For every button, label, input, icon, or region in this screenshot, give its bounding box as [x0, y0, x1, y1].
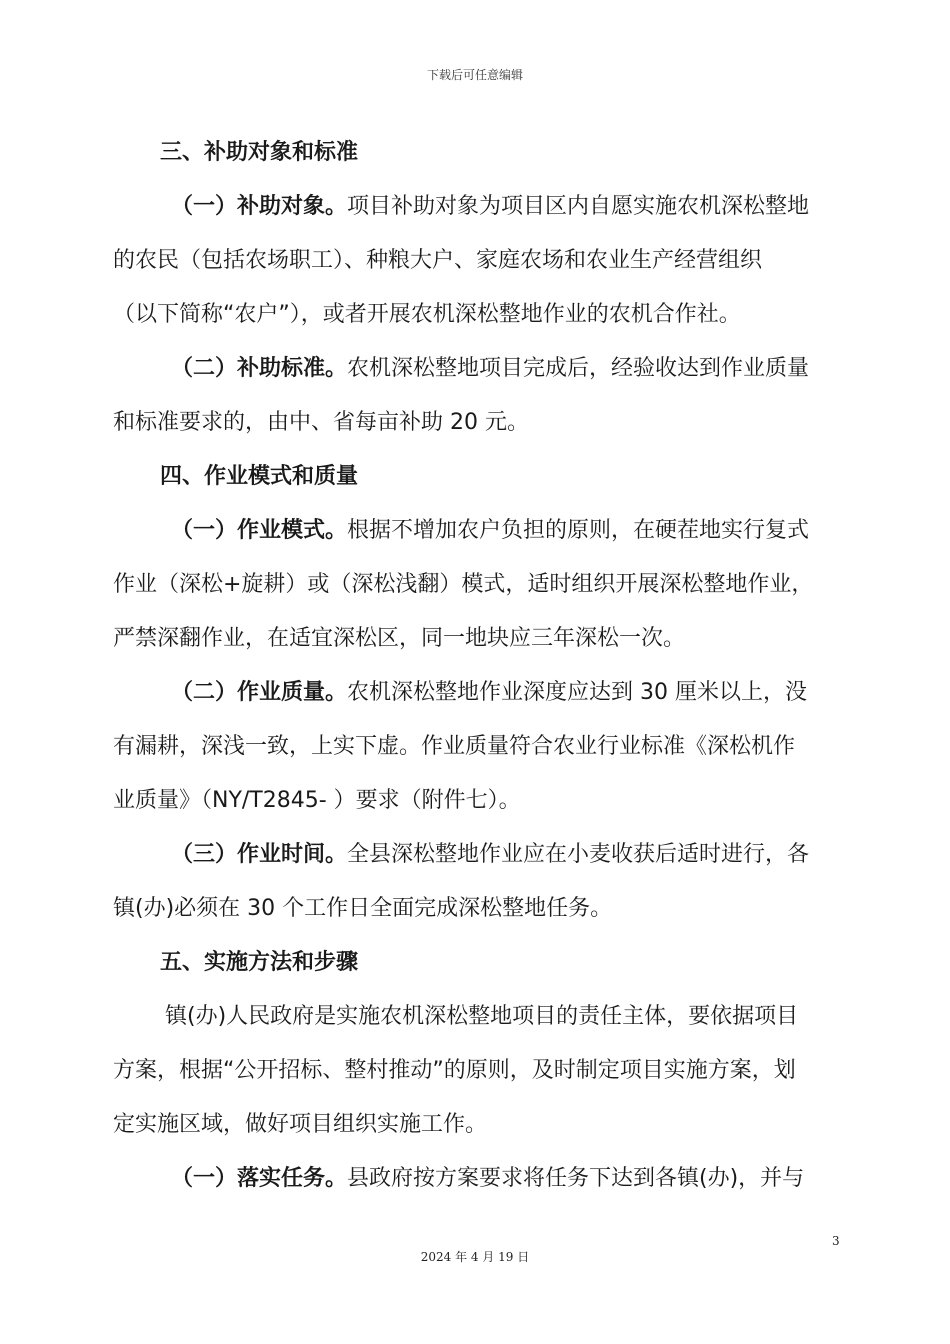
paragraph-line: 方案，根据“公开招标、整村推动”的原则，及时制定项目实施方案，划	[113, 1058, 796, 1083]
paragraph-line: 镇(办)人民政府是实施农机深松整地项目的责任主体，要依据项目	[165, 1004, 799, 1029]
subheading: （一）补助对象。	[171, 194, 348, 219]
paragraph-line	[113, 342, 838, 396]
paragraph-line	[113, 828, 838, 882]
page-header: 下载后可任意编辑	[426, 68, 523, 82]
paragraph-text: 农机深松整地项目完成后，经验收达到作业质量	[347, 356, 810, 381]
paragraph-text: 全县深松整地作业应在小麦收获后适时进行，各	[347, 842, 810, 867]
paragraph-line: 严禁深翻作业，在适宜深松区，同一地块应三年深松一次。	[113, 626, 686, 651]
paragraph-text: 根据不增加农户负担的原则，在硬茬地实行复式	[347, 518, 810, 543]
subheading: （三）作业时间。	[171, 842, 348, 867]
paragraph-text: 农机深松整地作业深度应达到 30 厘米以上，没	[347, 680, 807, 705]
paragraph-line	[113, 180, 838, 234]
page-number: 3	[832, 1234, 840, 1248]
document-body	[113, 126, 838, 1206]
paragraph-line: 业质量》（NY/T2845- ）要求（附件七）。	[113, 788, 521, 813]
paragraph-line: 和标准要求的，由中、省每亩补助 20 元。	[113, 410, 529, 435]
subheading: （一）落实任务。	[171, 1166, 348, 1191]
paragraph-line	[113, 666, 838, 720]
paragraph-line	[113, 1152, 838, 1206]
paragraph-line: 镇(办)必须在 30 个工作日全面完成深松整地任务。	[113, 896, 613, 921]
paragraph-line	[113, 504, 838, 558]
section-heading: 三、补助对象和标准	[160, 140, 359, 165]
subheading: （二）补助标准。	[171, 356, 348, 381]
paragraph-line: 定实施区域，做好项目组织实施工作。	[113, 1112, 488, 1137]
subheading: （二）作业质量。	[171, 680, 348, 705]
paragraph-line: 作业（深松+旋耕）或（深松浅翻）模式，适时组织开展深松整地作业，	[113, 572, 814, 597]
paragraph-text: 项目补助对象为项目区内自愿实施农机深松整地	[347, 194, 810, 219]
paragraph-line: 有漏耕，深浅一致，上实下虚。作业质量符合农业行业标准《深松机作	[113, 734, 796, 759]
section-heading: 四、作业模式和质量	[160, 464, 359, 489]
paragraph-line: 的农民（包括农场职工）、种粮大户、家庭农场和农业生产经营组织	[113, 248, 763, 273]
footer-date: 2024 年 4 月 19 日	[420, 1250, 530, 1264]
paragraph-text: 县政府按方案要求将任务下达到各镇(办)，并与	[347, 1166, 805, 1191]
paragraph-line: （以下简称“农户”），或者开展农机深松整地作业的农机合作社。	[113, 302, 741, 327]
subheading: （一）作业模式。	[171, 518, 348, 543]
section-heading: 五、实施方法和步骤	[160, 950, 359, 975]
